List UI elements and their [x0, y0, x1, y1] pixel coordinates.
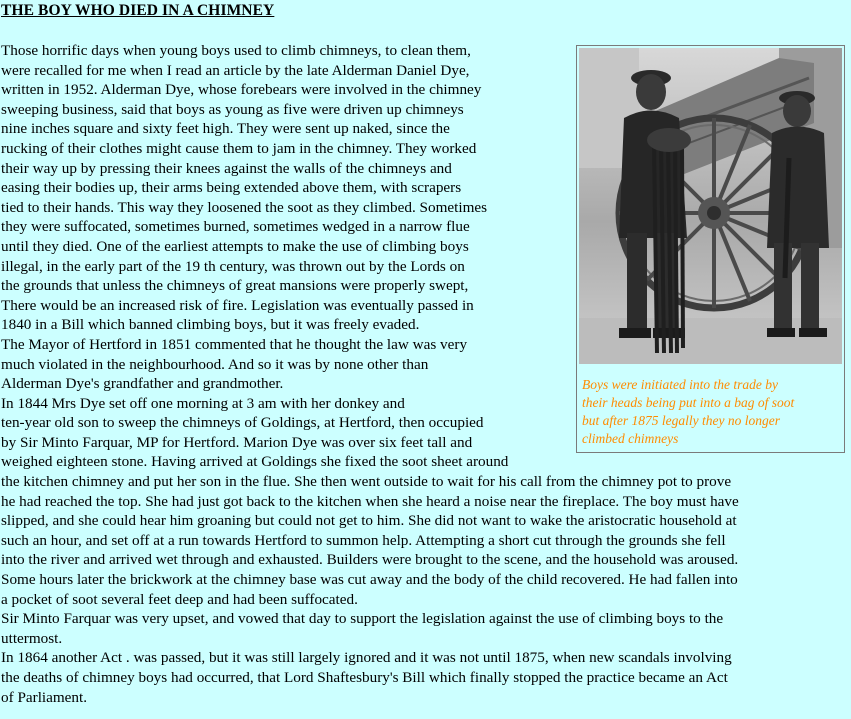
body-line: Those horrific days when young boys used to climb chimneys, to clean them, [1, 42, 471, 59]
body-line: In 1864 another Act . was passed, but it was still largely ignored and it was not until 1875, when new scandals involving [1, 649, 732, 667]
body-line: the deaths of chimney boys had occurred, that Lord Shaftesbury's Bill which finally stopped the practice became an Act [1, 669, 728, 686]
article-body [1, 41, 850, 707]
article-title: THE BOY WHO DIED IN A CHIMNEY [1, 2, 275, 19]
caption-line: but after 1875 legally they no longer [582, 413, 780, 428]
body-line: There would be an increased risk of fire. Legislation was eventually passed in [1, 296, 474, 314]
caption-line: Boys were initiated into the trade by [582, 377, 778, 392]
body-line: were recalled for me when I read an article by the late Alderman Daniel Dye, [1, 61, 470, 79]
body-line: much violated in the neighbourhood. And so it was by none other than [1, 355, 429, 373]
caption-line: climbed chimneys [582, 431, 679, 446]
body-line: 1840 in a Bill which banned climbing boys, but it was freely evaded. [1, 316, 420, 334]
body-line: weighed eighteen stone. Having arrived at Goldings she fixed the soot sheet around [1, 453, 509, 471]
caption-line: their heads being put into a bag of soot [582, 395, 795, 410]
body-line: slipped, and she could hear him groaning but could not get to him. She did not want to wake the aristocratic household at [1, 512, 737, 530]
body-line: a pocket of soot several feet deep and had been suffocated. [1, 590, 358, 608]
body-line: into the river and arrived wet through and exhausted. Builders were brought to the scene, and the household was aroused. [1, 551, 739, 569]
body-line: easing their bodies up, their arms being extended above them, with scrapers [1, 179, 462, 197]
body-line: written in 1952. Alderman Dye, whose forebears were involved in the chimney [1, 81, 482, 99]
body-line: illegal, in the early part of the 19 th century, was thrown out by the Lords on [1, 257, 465, 275]
body-line: ten-year old son to sweep the chimneys of Goldings, at Hertford, then occupied [1, 414, 484, 432]
body-line: Sir Minto Farquar was very upset, and vowed that day to support the legislation against the use of climbing boys to the [1, 610, 724, 628]
body-line: uttermost. [1, 629, 63, 647]
body-line: until they died. One of the earliest attempts to make the use of climbing boys [1, 237, 469, 255]
body-line: In 1844 Mrs Dye set off one morning at 3 am with her donkey and [1, 394, 405, 412]
body-line: nine inches square and sixty feet high. They were sent up naked, since the [1, 120, 450, 138]
body-line: by Sir Minto Farquar, MP for Hertford. Marion Dye was over six feet tall and [1, 433, 473, 451]
body-line: their way up by pressing their knees against the walls of the chimneys and [1, 159, 452, 177]
body-line: of Parliament. [1, 688, 88, 706]
body-line: The Mayor of Hertford in 1851 commented that he thought the law was very [1, 335, 468, 353]
body-line: sweeping business, said that boys as young as five were driven up chimneys [1, 100, 464, 118]
body-line: Alderman Dye's grandfather and grandmother. [1, 375, 284, 393]
body-line: tied to their hands. This way they loosened the soot as they climbed. Sometimes [1, 198, 488, 216]
body-line: rucking of their clothes might cause them to jam in the chimney. They worked [1, 139, 477, 157]
body-line: the grounds that unless the chimneys of great mansions were properly swept, [1, 277, 469, 295]
body-line: such an hour, and set off at a run towards Hertford to summon help. Attempting a short cut through the grounds she fell [1, 531, 726, 549]
body-line: he had reached the top. She had just got back to the kitchen when she heard a noise near the fireplace. The boy must have [1, 492, 739, 510]
body-line: the kitchen chimney and put her son in the flue. She then went outside to wait for his call from the chimney pot to prove [1, 473, 732, 491]
body-line: they were suffocated, sometimes burned, sometimes wedged in a narrow flue [1, 218, 470, 236]
body-line: Some hours later the brickwork at the chimney base was cut away and the body of the child recovered. He had fallen into [1, 571, 738, 589]
